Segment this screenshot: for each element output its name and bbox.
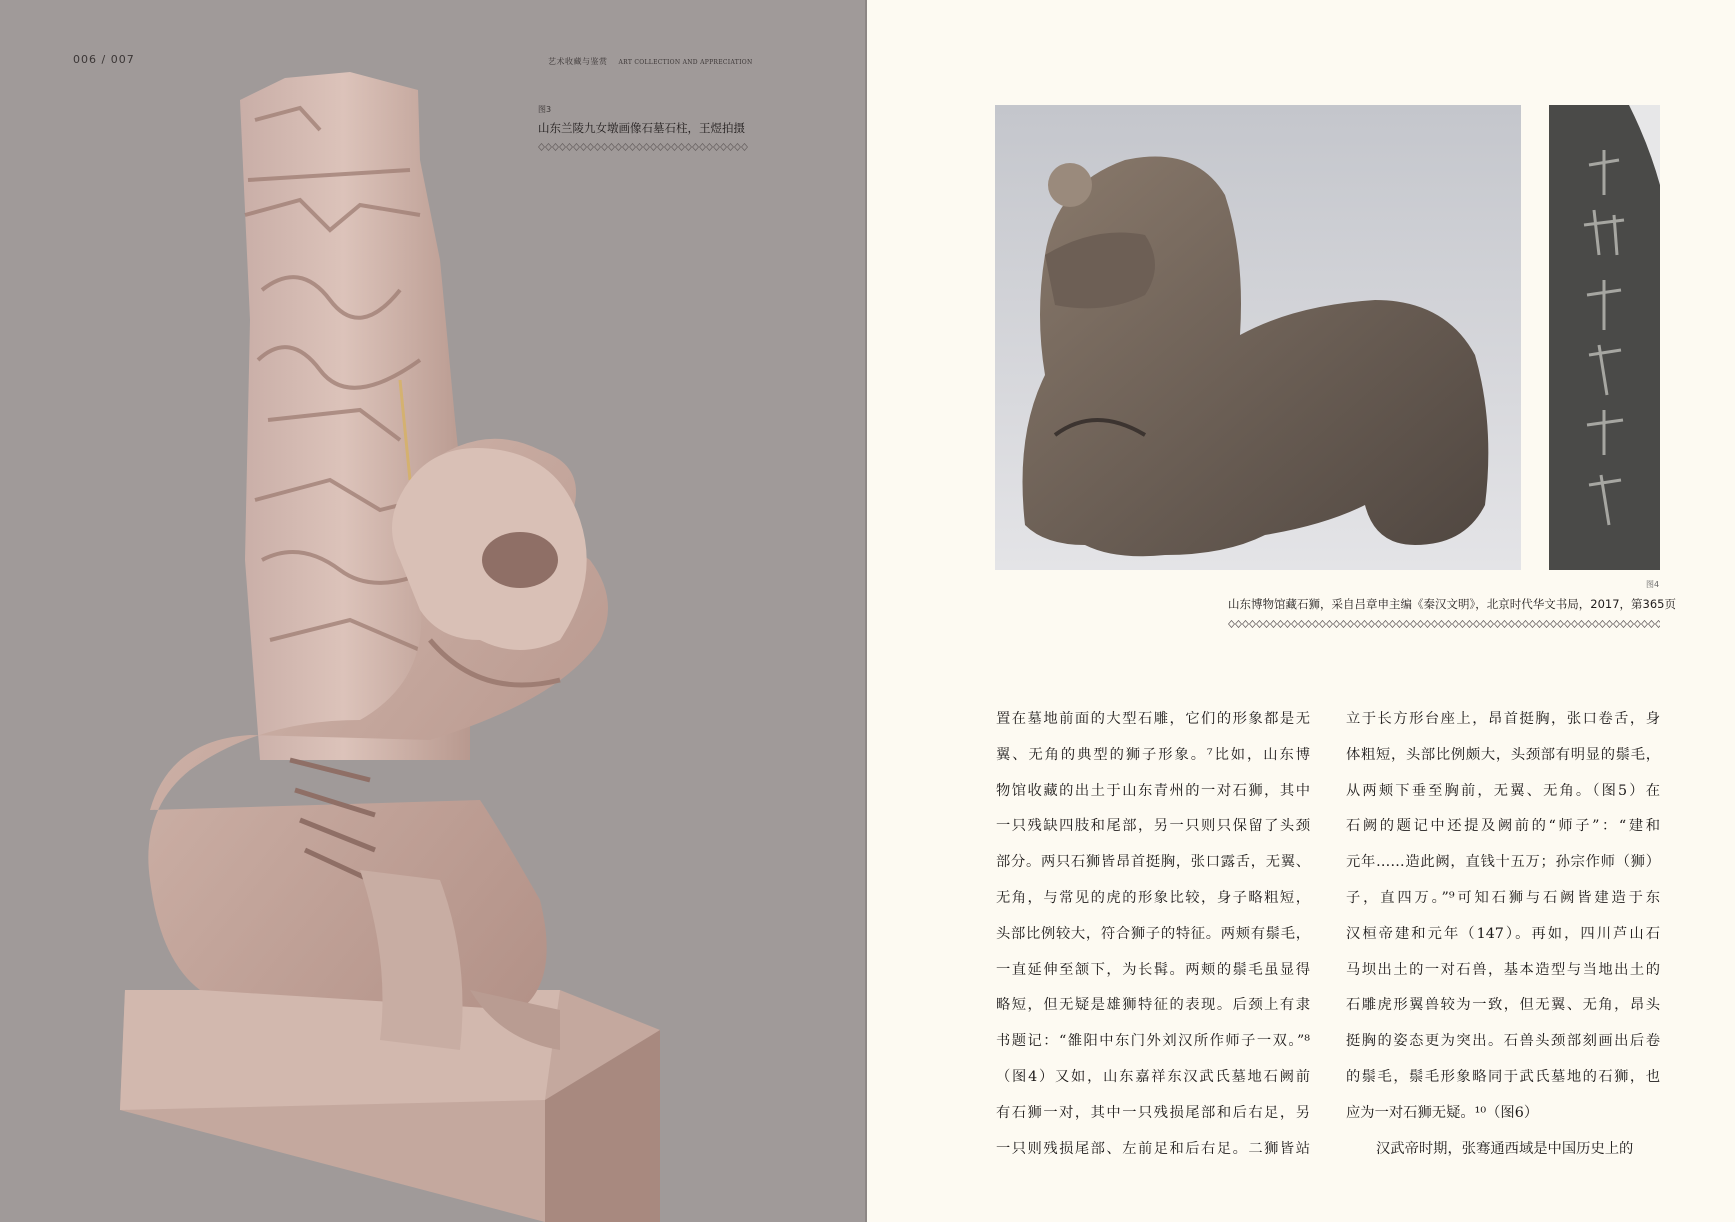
text-line: 物馆收藏的出土于山东青州的一对石狮，其中 [996,782,1310,799]
text-line: 石雕虎形翼兽较为一致，但无翼、无角，昂头 [1346,997,1660,1014]
text-line: 体粗短，头部比例颇大，头颈部有明显的鬃毛， [1346,746,1660,763]
text-line: 置在墓地前面的大型石雕，它们的形象都是无 [996,711,1310,727]
text-line: （图4）又如，山东嘉祥东汉武氏墓地石阙前 [996,1068,1310,1085]
running-header-cn: 艺术收藏与鉴赏 [548,57,608,66]
figure-3-caption [538,104,748,155]
figure-4-label: 图4 [1646,580,1660,589]
text-line: 从两颊下垂至胸前，无翼、无角。（图5）在 [1346,782,1660,799]
text-line: 翼、无角的典型的狮子形象。⁷比如，山东博 [996,746,1310,763]
text-line: 挺胸的姿态更为突出。石兽头颈部刻画出后卷 [1346,1033,1660,1050]
diamond-divider [538,143,748,151]
text-line: 的鬃毛，鬃毛形象略同于武氏墓地的石狮，也 [1346,1068,1660,1085]
text-line: 头部比例较大，符合狮子的特征。两颊有鬃毛， [996,925,1310,942]
running-header-en: ART COLLECTION AND APPRECIATION [618,59,753,66]
figure-3-label: 图3 [538,105,552,114]
text-line: 无角，与常见的虎的形象比较，身子略粗短， [996,889,1310,906]
text-line: 部分。两只石狮皆昂首挺胸，张口露舌，无翼、 [996,854,1310,871]
stone-pillar-photo [0,0,865,1222]
figure-3-caption-text: 山东兰陵九女墩画像石墓石柱，王煜拍摄 [538,121,745,135]
text-line: 有石狮一对，其中一只残损尾部和后右足，另 [996,1104,1310,1121]
text-line: 一只残缺四肢和尾部，另一只则只保留了头颈 [996,818,1310,835]
text-line: 汉武帝时期，张骞通西域是中国历史上的 [1376,1140,1634,1157]
body-text-column-right [1346,702,1660,1167]
text-line: 略短，但无疑是雄狮特征的表现。后颈上有隶 [996,997,1310,1014]
page-numbers: 006 / 007 [73,53,135,66]
text-line: 石阙的题记中还提及阙前的“师子”：“建和 [1346,818,1660,835]
text-line: 元年……造此阙，直钱十五万；孙宗作师（狮） [1346,854,1660,871]
text-line: 汉桓帝建和元年（147）。再如，四川芦山石 [1346,925,1660,942]
text-line: 马坝出土的一对石兽，基本造型与当地出土的 [1346,961,1660,978]
figure-4-caption: 山东博物馆藏石狮，采自吕章申主编《秦汉文明》，北京时代华文书局，2017，第365页 [1228,597,1676,611]
stone-lion-photo [995,105,1521,570]
running-header [548,56,753,67]
text-line: 立于长方形台座上，昂首挺胸，张口卷舌，身 [1346,711,1660,727]
text-line: 应为一对石狮无疑。¹⁰（图6） [1346,1104,1539,1121]
text-line: 书题记：“雒阳中东门外刘汉所作师子一双。”⁸ [996,1033,1310,1050]
diamond-divider-right [1228,620,1660,628]
inscription-photo [1549,105,1660,570]
left-page [0,0,865,1222]
text-line: 一直延伸至颔下，为长髯。两颊的鬃毛虽显得 [996,961,1310,978]
text-line: 子，直四万。”⁹可知石狮与石阙皆建造于东 [1346,889,1660,906]
body-text-column-left [996,702,1310,1167]
text-line: 一只则残损尾部、左前足和后右足。二狮皆站 [996,1140,1310,1157]
